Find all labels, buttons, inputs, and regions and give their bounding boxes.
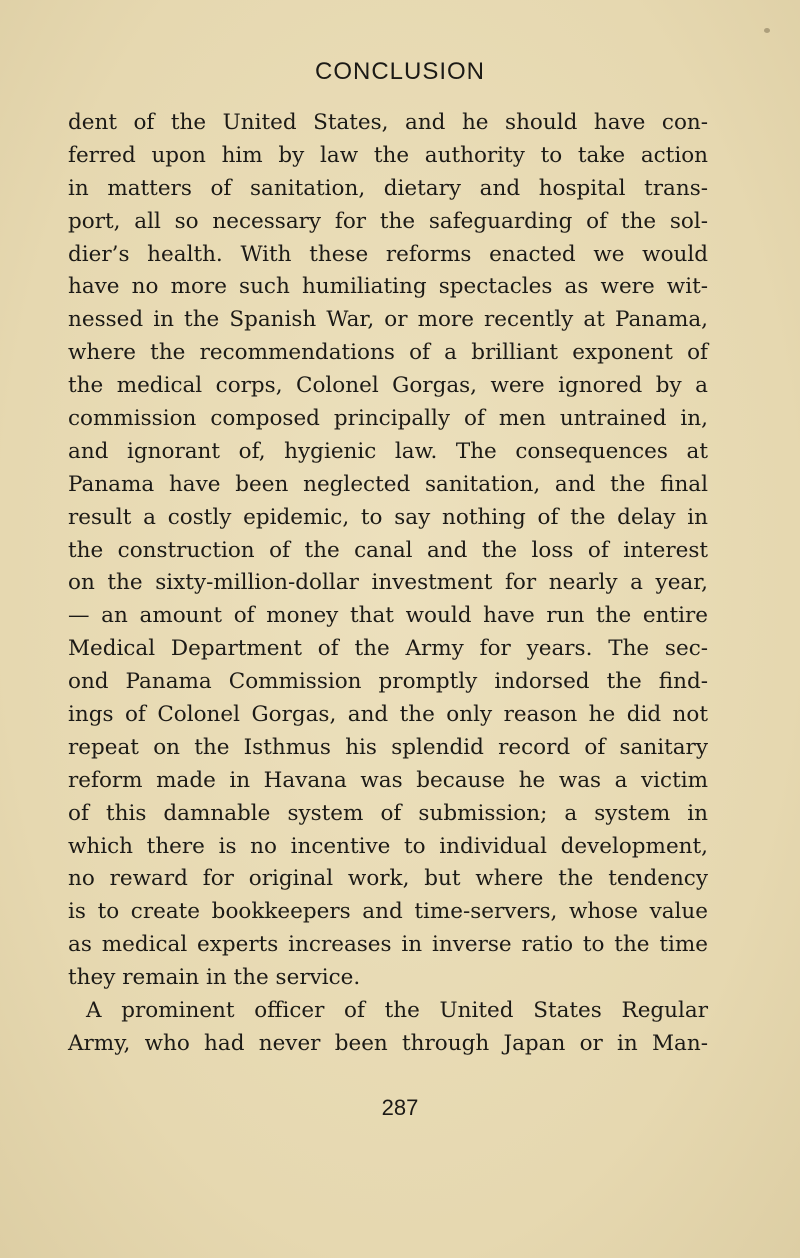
text-line: is to create bookkeepers and time-servers, whose value: [68, 899, 708, 925]
paragraph-start-line: A prominent officer of the United States Regular: [86, 998, 708, 1024]
text-line: the medical corps, Colonel Gorgas, were ignored by a: [68, 373, 708, 399]
text-line: in matters of sanitation, dietary and hospital trans-: [68, 175, 708, 201]
text-line: commission composed principally of men untrained in,: [68, 406, 708, 432]
text-line: dier’s health. With these reforms enacted we would: [68, 241, 708, 267]
text-line: Medical Department of the Army for years. The sec-: [68, 636, 708, 662]
text-line: where the recommendations of a brilliant exponent of: [68, 340, 708, 366]
ink-speck: [764, 28, 770, 33]
text-line: no reward for original work, but where the tendency: [68, 866, 708, 892]
paragraph-end-line: they remain in the service.: [68, 965, 361, 991]
text-line: which there is no incentive to individual development,: [68, 833, 708, 859]
text-line: of this damnable system of submission; a system in: [68, 800, 708, 826]
text-line: have no more such humiliating spectacles as were wit-: [68, 274, 708, 300]
text-line: reform made in Havana was because he was a victim: [68, 767, 708, 793]
text-line: result a costly epidemic, to say nothing of the delay in: [68, 504, 708, 530]
text-line: as medical experts increases in inverse ratio to the time: [68, 932, 708, 958]
body-text: [68, 107, 708, 1061]
text-line: the construction of the canal and the loss of interest: [68, 537, 708, 563]
text-line: nessed in the Spanish War, or more recently at Panama,: [68, 307, 708, 333]
text-line: and ignorant of, hygienic law. The consequences at: [68, 438, 708, 464]
text-line: dent of the United States, and he should have con-: [68, 110, 708, 135]
text-line: on the sixty-million-dollar investment for nearly a year,: [68, 570, 708, 596]
text-line: port, all so necessary for the safeguarding of the sol-: [68, 208, 708, 234]
running-head: CONCLUSION: [314, 58, 486, 85]
text-line: repeat on the Isthmus his splendid record of sanitary: [68, 734, 708, 760]
text-line: ond Panama Commission promptly indorsed the find-: [68, 669, 708, 695]
page-number: 287: [381, 1095, 419, 1120]
text-line: ferred upon him by law the authority to take action: [68, 142, 708, 168]
text-line: ings of Colonel Gorgas, and the only reason he did not: [68, 702, 708, 728]
text-line: — an amount of money that would have run the entire: [68, 603, 708, 629]
text-line: Panama have been neglected sanitation, and the final: [68, 471, 708, 497]
text-line: Army, who had never been through Japan or in Man-: [68, 1030, 708, 1056]
